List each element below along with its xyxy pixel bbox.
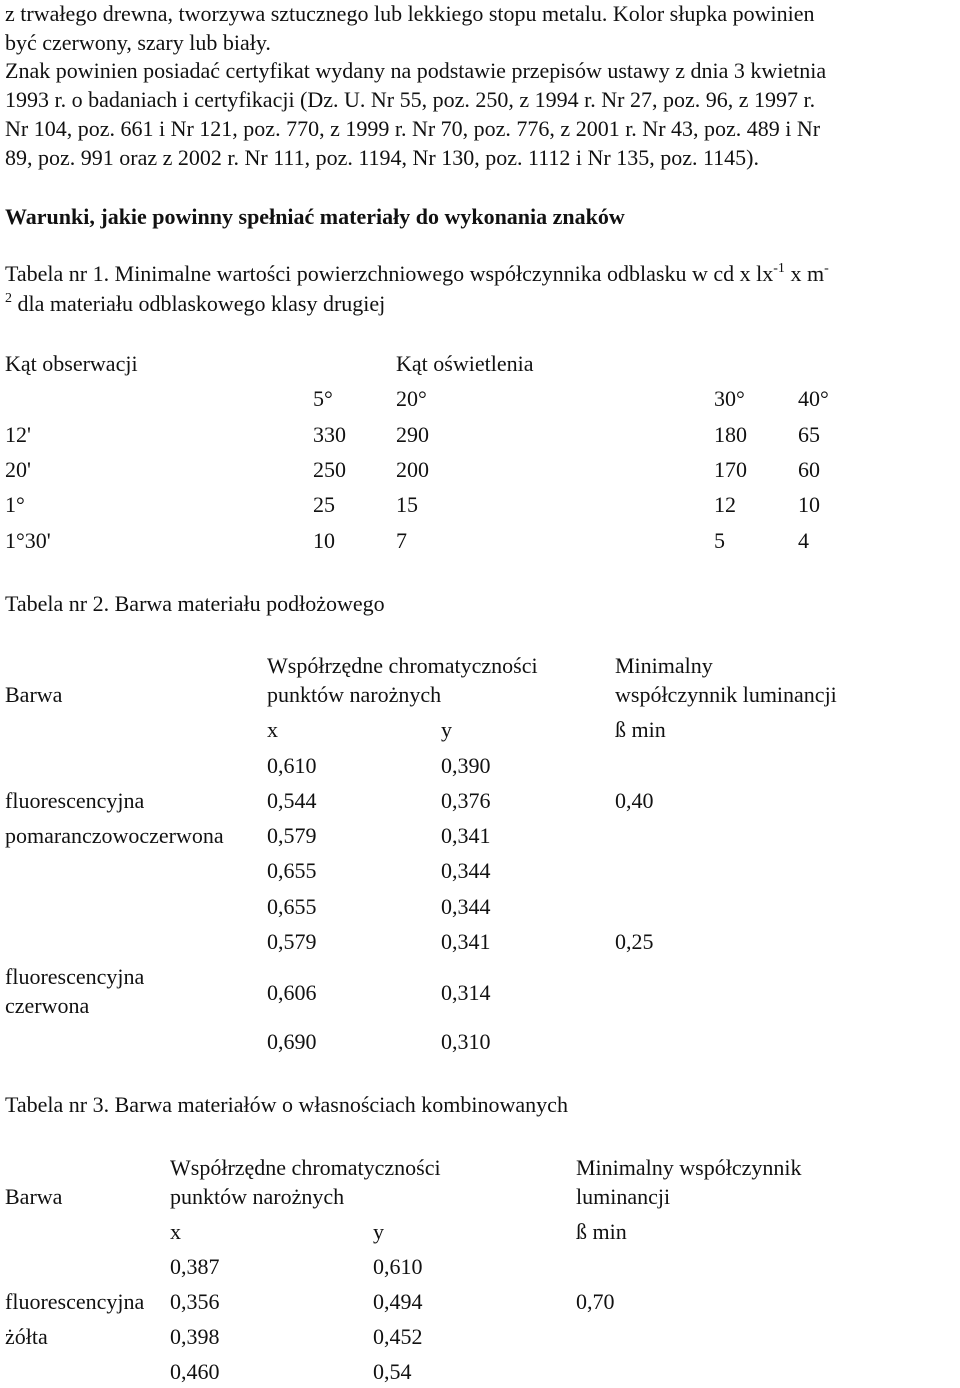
table2-x: 0,655 <box>267 858 317 883</box>
table3-header-coords: Współrzędne chromatyczności <box>170 1155 441 1180</box>
table1-observation: 20' <box>5 457 31 482</box>
table2-beta: 0,40 <box>615 788 654 813</box>
table2-header-coords: Współrzędne chromatyczności <box>267 653 538 678</box>
table1-caption-exponent: - <box>824 261 829 276</box>
table1-value: 4 <box>798 528 809 553</box>
table2-x: 0,579 <box>267 929 317 954</box>
table2-x: 0,544 <box>267 788 317 813</box>
table1-observation: 1° <box>5 492 25 517</box>
intro-line: być czerwony, szary lub biały. <box>5 30 271 55</box>
table2-color: pomaranczowoczerwona <box>5 823 224 848</box>
table3-y: 0,54 <box>373 1359 412 1384</box>
table1-header-illumination: Kąt oświetlenia <box>396 351 534 376</box>
table3-sub-beta: ß min <box>576 1219 627 1244</box>
table2-x: 0,690 <box>267 1029 317 1054</box>
table3-x: 0,460 <box>170 1359 220 1384</box>
table1-value: 250 <box>313 457 346 482</box>
table1-value: 12 <box>714 492 736 517</box>
table3-caption: Tabela nr 3. Barwa materiałów o własnościach kombinowanych <box>5 1092 568 1117</box>
table3-x: 0,398 <box>170 1324 220 1349</box>
table2-color: czerwona <box>5 993 90 1018</box>
table1-value: 180 <box>714 422 747 447</box>
table1-angle: 20° <box>396 386 427 411</box>
table2-color: fluorescencyjna <box>5 964 145 989</box>
table2-x: 0,579 <box>267 823 317 848</box>
table3-x: 0,387 <box>170 1254 220 1279</box>
table2-x: 0,655 <box>267 894 317 919</box>
table2-caption: Tabela nr 2. Barwa materiału podłożowego <box>5 591 385 616</box>
table1-caption <box>5 263 829 285</box>
table2-header-color: Barwa <box>5 682 63 707</box>
table3-color: fluorescencyjna <box>5 1289 145 1314</box>
table1-value: 10 <box>798 492 820 517</box>
table1-header-observation: Kąt obserwacji <box>5 351 138 376</box>
table1-caption-text: dla materiału odblaskowego klasy drugiej <box>12 291 386 316</box>
table1-value: 10 <box>313 528 335 553</box>
table2-sub-beta: ß min <box>615 717 666 742</box>
intro-line: Nr 104, poz. 661 i Nr 121, poz. 770, z 1999 r. Nr 70, poz. 776, z 2001 r. Nr 43, poz. 489 i Nr <box>5 116 821 141</box>
table1-caption-exponent: -1 <box>773 261 785 276</box>
table1-value: 170 <box>714 457 747 482</box>
table2-header-luminance: współczynnik luminancji <box>615 682 837 707</box>
table2-y: 0,376 <box>441 788 491 813</box>
table2-y: 0,390 <box>441 753 491 778</box>
table2-sub-y: y <box>441 717 452 742</box>
table3-sub-y: y <box>373 1219 384 1244</box>
table2-y: 0,341 <box>441 823 491 848</box>
table2-x: 0,610 <box>267 753 317 778</box>
table1-observation: 12' <box>5 422 31 447</box>
table2-y: 0,344 <box>441 858 491 883</box>
table1-value: 25 <box>313 492 335 517</box>
table1-caption-exponent: 2 <box>5 291 12 306</box>
table1-value: 330 <box>313 422 346 447</box>
table1-value: 200 <box>396 457 429 482</box>
intro-line: 89, poz. 991 oraz z 2002 r. Nr 111, poz. 1194, Nr 130, poz. 1112 i Nr 135, poz. 1145). <box>5 145 759 170</box>
table1-value: 15 <box>396 492 418 517</box>
table1-caption-cont <box>5 293 385 315</box>
table3-sub-x: x <box>170 1219 181 1244</box>
table3-y: 0,494 <box>373 1289 423 1314</box>
intro-line: Znak powinien posiadać certyfikat wydany na podstawie przepisów ustawy z dnia 3 kwietnia <box>5 58 827 83</box>
table1-angle: 40° <box>798 386 829 411</box>
table3-color: żółta <box>5 1324 48 1349</box>
table1-value: 290 <box>396 422 429 447</box>
table2-y: 0,310 <box>441 1029 491 1054</box>
table1-value: 7 <box>396 528 407 553</box>
table1-value: 60 <box>798 457 820 482</box>
table1-value: 5 <box>714 528 725 553</box>
table2-beta: 0,25 <box>615 929 654 954</box>
table2-sub-x: x <box>267 717 278 742</box>
table3-header-coords: punktów narożnych <box>170 1184 345 1209</box>
table1-observation: 1°30' <box>5 528 51 553</box>
table3-header-luminance: luminancji <box>576 1184 671 1209</box>
table1-angle: 5° <box>313 386 333 411</box>
table1-angle: 30° <box>714 386 745 411</box>
table3-x: 0,356 <box>170 1289 220 1314</box>
table1-caption-unit: x m <box>784 261 825 286</box>
table2-y: 0,341 <box>441 929 491 954</box>
table3-beta: 0,70 <box>576 1289 615 1314</box>
table2-y: 0,314 <box>441 980 491 1005</box>
intro-line: z trwałego drewna, tworzywa sztucznego lub lekkiego stopu metalu. Kolor słupka powinien <box>5 1 815 26</box>
table2-y: 0,344 <box>441 894 491 919</box>
table2-header-coords: punktów narożnych <box>267 682 442 707</box>
table3-y: 0,452 <box>373 1324 423 1349</box>
table3-y: 0,610 <box>373 1254 423 1279</box>
section-heading: Warunki, jakie powinny spełniać materiały do wykonania znaków <box>5 204 625 229</box>
table1-caption-text: Tabela nr 1. Minimalne wartości powierzchniowego współczynnika odblasku w cd x lx <box>5 261 774 286</box>
table2-color: fluorescencyjna <box>5 788 145 813</box>
table1-value: 65 <box>798 422 820 447</box>
table2-header-luminance: Minimalny <box>615 653 713 678</box>
intro-line: 1993 r. o badaniach i certyfikacji (Dz. U. Nr 55, poz. 250, z 1994 r. Nr 27, poz. 96, z 1997 r. <box>5 87 816 112</box>
table2-x: 0,606 <box>267 980 317 1005</box>
table3-header-color: Barwa <box>5 1184 63 1209</box>
table3-header-luminance: Minimalny współczynnik <box>576 1155 802 1180</box>
